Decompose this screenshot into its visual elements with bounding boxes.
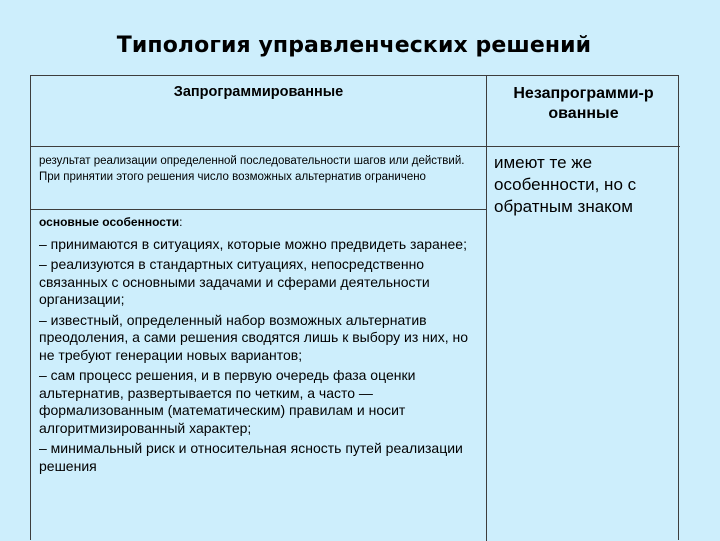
feature-item: – сам процесс решения, и в первую очередь фаза оценки альтернатив, развертывается по четким, а часто — формализованным (математическим) правилам и носит алгоритмизированный характер;	[39, 367, 416, 436]
features-heading-text: основные особенности	[39, 215, 180, 229]
feature-item: – известный, определенный набор возможных альтернатив преодоления, а сами решения сводятся лишь к выбору из них, но не требуют генерации новых вариантов;	[39, 311, 469, 363]
typology-table	[30, 75, 679, 540]
unprogrammed-description: имеют те же особенности, но с обратным знаком	[494, 153, 637, 216]
feature-item: – принимаются в ситуациях, которые можно предвидеть заранее;	[39, 235, 467, 252]
slide-title-text: Типология управленческих решений	[116, 33, 592, 58]
header-unprogrammed: Незапрограмми-р ованные	[513, 85, 654, 122]
features-heading	[39, 214, 484, 232]
header-programmed: Запрограммированные	[173, 84, 344, 100]
feature-item: – минимальный риск и относительная ясность путей реализации решения	[39, 440, 463, 474]
feature-item: – реализуются в стандартных ситуациях, непосредственно связанных с основными задачами и сферами деятельности организации;	[39, 256, 430, 307]
slide-title	[0, 33, 720, 58]
programmed-description: результат реализации определенной последовательности шагов или действий. При принятии этого решения число возможных альтернатив ограничено	[39, 155, 465, 183]
programmed-features	[39, 214, 484, 478]
description-row-divider	[31, 209, 486, 210]
features-heading-colon: :	[179, 215, 183, 229]
header-row-divider	[31, 146, 680, 147]
